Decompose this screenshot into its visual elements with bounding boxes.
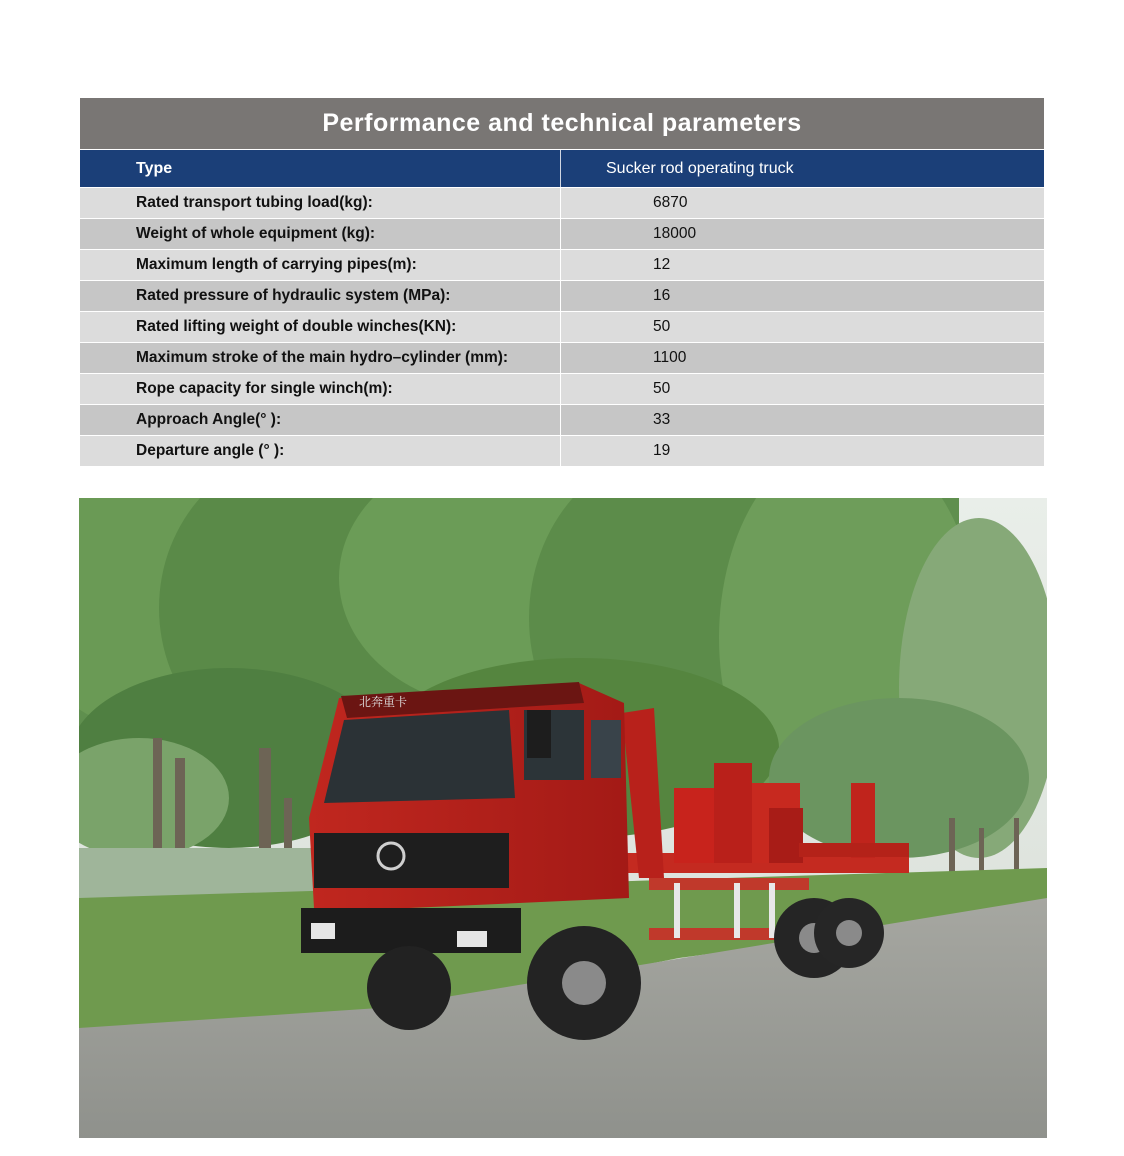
row-value: 19 (653, 442, 671, 459)
row-label: Approach Angle(° ): (80, 405, 561, 435)
truck-photo (79, 498, 1047, 1138)
row-label: Maximum stroke of the main hydro–cylinder (mm): (80, 343, 561, 373)
table-title: Performance and technical parameters (80, 98, 1044, 149)
row-value: 33 (653, 411, 671, 428)
row-value: 12 (653, 256, 671, 273)
table-row (80, 218, 1044, 249)
table-header-row (80, 149, 1044, 187)
row-value: 6870 (653, 194, 688, 211)
table-row (80, 249, 1044, 280)
row-label: Rated pressure of hydraulic system (MPa): (80, 281, 561, 311)
row-value: 16 (653, 287, 671, 304)
row-label: Weight of whole equipment (kg): (80, 219, 561, 249)
header-model: Sucker rod operating truck (606, 159, 794, 177)
spec-table (80, 98, 1044, 466)
header-type: Type (80, 150, 561, 187)
table-row (80, 342, 1044, 373)
row-label: Departure angle (° ): (80, 436, 561, 466)
table-row (80, 373, 1044, 404)
table-row (80, 435, 1044, 466)
table-row (80, 404, 1044, 435)
row-value: 50 (653, 318, 671, 335)
truck-illustration (79, 498, 1047, 1138)
row-label: Rope capacity for single winch(m): (80, 374, 561, 404)
row-label: Maximum length of carrying pipes(m): (80, 250, 561, 280)
row-label: Rated transport tubing load(kg): (80, 188, 561, 218)
row-label: Rated lifting weight of double winches(KN): (80, 312, 561, 342)
cab-brand-text: 北奔重卡 (359, 695, 408, 709)
table-row (80, 187, 1044, 218)
row-value: 18000 (653, 225, 697, 242)
row-value: 50 (653, 380, 671, 397)
table-row (80, 280, 1044, 311)
table-row (80, 311, 1044, 342)
row-value: 1100 (653, 349, 687, 366)
